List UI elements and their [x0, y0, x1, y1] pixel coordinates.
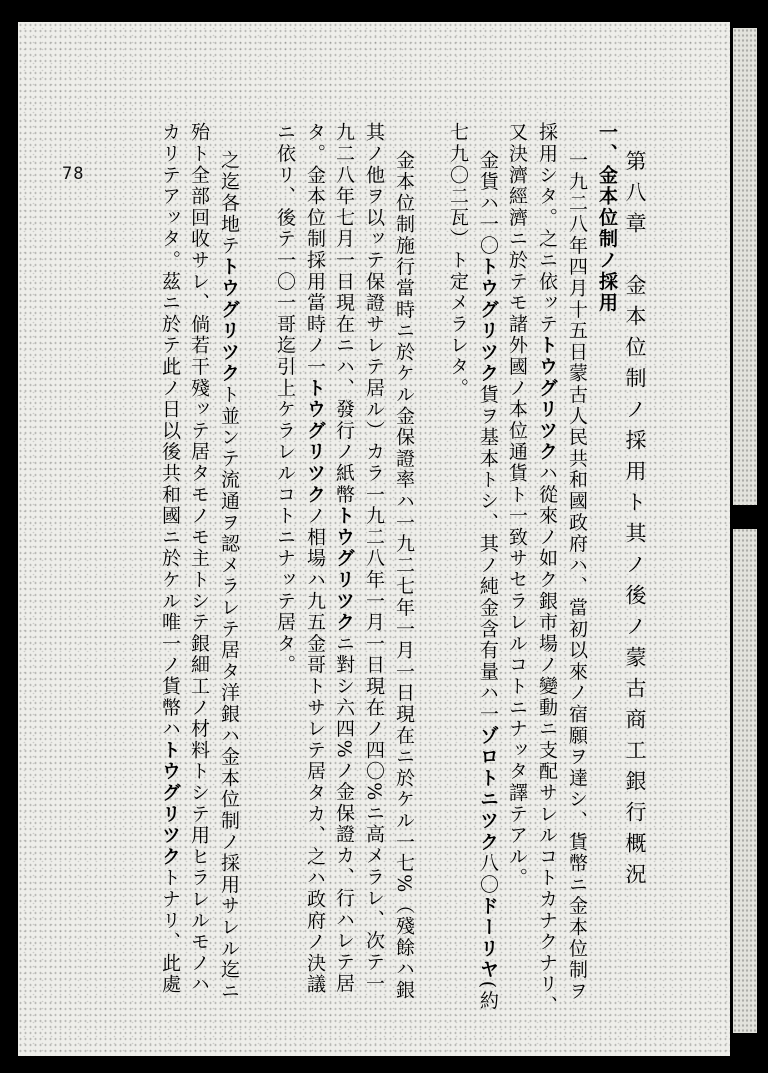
text-segment: 八〇 — [477, 852, 499, 896]
document-page — [18, 22, 730, 1056]
weight-unit-term: ドーリヤ — [477, 895, 499, 981]
page-edge-gap — [733, 505, 757, 529]
paragraph-1-line-5: 七九〇二瓦）ト定メラレタ。 — [447, 122, 469, 399]
text-segment: ニ對シ六四%ノ金保證カ、行ハレテ居 — [333, 633, 355, 995]
paragraph-1-line-2 — [537, 122, 556, 1017]
text-segment: カリテアッタ。茲ニ於テ此ノ日以後共和國ニ於ケル唯一ノ貨幣ハ — [159, 122, 181, 740]
paragraph-1-line-3: 又決濟經濟ニ於テモ諸外國ノ本位通貨ト一致サセラレルコトニナッタ譯テアル。 — [506, 122, 528, 889]
text-segment: 之迄各地テ — [218, 150, 240, 257]
text-segment: ノ相場ハ九五金哥トサレテ居タカ、之ハ政府ノ決議 — [304, 505, 326, 996]
paragraph-2-line-3 — [334, 122, 353, 994]
currency-term: トウグリツク — [218, 256, 240, 385]
paragraph-3-line-3 — [160, 122, 179, 995]
text-segment: トナリ、此處 — [159, 867, 181, 996]
currency-term: トウグリツク — [159, 739, 181, 868]
weight-unit-term: ゾロトニツク — [477, 725, 499, 853]
paragraph-1-line-4 — [478, 150, 497, 1012]
paragraph-1-line-1: 一九二八年四月十五日蒙古人民共和國政府ハ、當初以來ノ宿願ヲ達シ、貨幣ニ金本位制ヲ — [566, 150, 588, 1002]
text-segment: (約 — [477, 980, 499, 1012]
paragraph-2-line-1: 金本位制施行當時ニ於ケル金保證率ハ一九二七年一月一日現在ニ於ケル一七%（殘餘ハ銀 — [393, 150, 415, 1002]
text-segment: 九二八年七月一日現在ニハ、發行ノ紙幣 — [333, 122, 355, 506]
text-segment: ハ從來ノ如ク銀市場ノ變動ニ支配サレルコトカナクナリ、 — [536, 462, 558, 1017]
paragraph-2-line-4 — [305, 122, 324, 995]
chapter-title: 第八章 金本位制ノ採用ト其ノ後ノ蒙古商工銀行概況 — [623, 150, 647, 894]
text-segment: 貨ヲ基本トシ、其ノ純金含有量ハ一 — [477, 384, 499, 726]
paragraph-2-line-5: ニ依リ、後テ一〇一哥迄引上ケラレルコトニナッテ居タ。 — [274, 122, 296, 676]
currency-term: トウグリツク — [477, 256, 499, 385]
page-number: 78 — [62, 164, 85, 184]
text-segment: 金貨ハ一〇 — [477, 150, 499, 257]
currency-term: トウグリツク — [536, 335, 558, 463]
paragraph-2-line-2: 其ノ他ヲ以ッテ保證サレテ居ル）カラ一九二八年一月一日現在ノ四〇%ニ高メラレ、次テ一 — [363, 122, 385, 995]
section-heading: 一、金本位制ノ採用 — [596, 122, 618, 314]
currency-term: トウグリツク — [333, 505, 355, 634]
text-segment: タ。金本位制採用當時ノ一 — [304, 122, 326, 378]
paragraph-3-line-1 — [219, 150, 238, 1002]
text-segment: 採用シタ。之ニ依ッテ — [536, 122, 558, 335]
currency-term: トウグリツク — [304, 377, 326, 506]
text-segment: ト並ンテ流通ヲ認メラレテ居タ洋銀ハ金本位制ノ採用サレル迄ニ — [218, 384, 240, 1003]
adjacent-page-edge — [733, 28, 757, 1033]
paragraph-3-line-2: 殆ト全部回收サレ、倘若干殘ッテ居タモノモ主トシテ銀細工ノ材料トシテ用ヒラレルモノハ — [188, 122, 210, 996]
